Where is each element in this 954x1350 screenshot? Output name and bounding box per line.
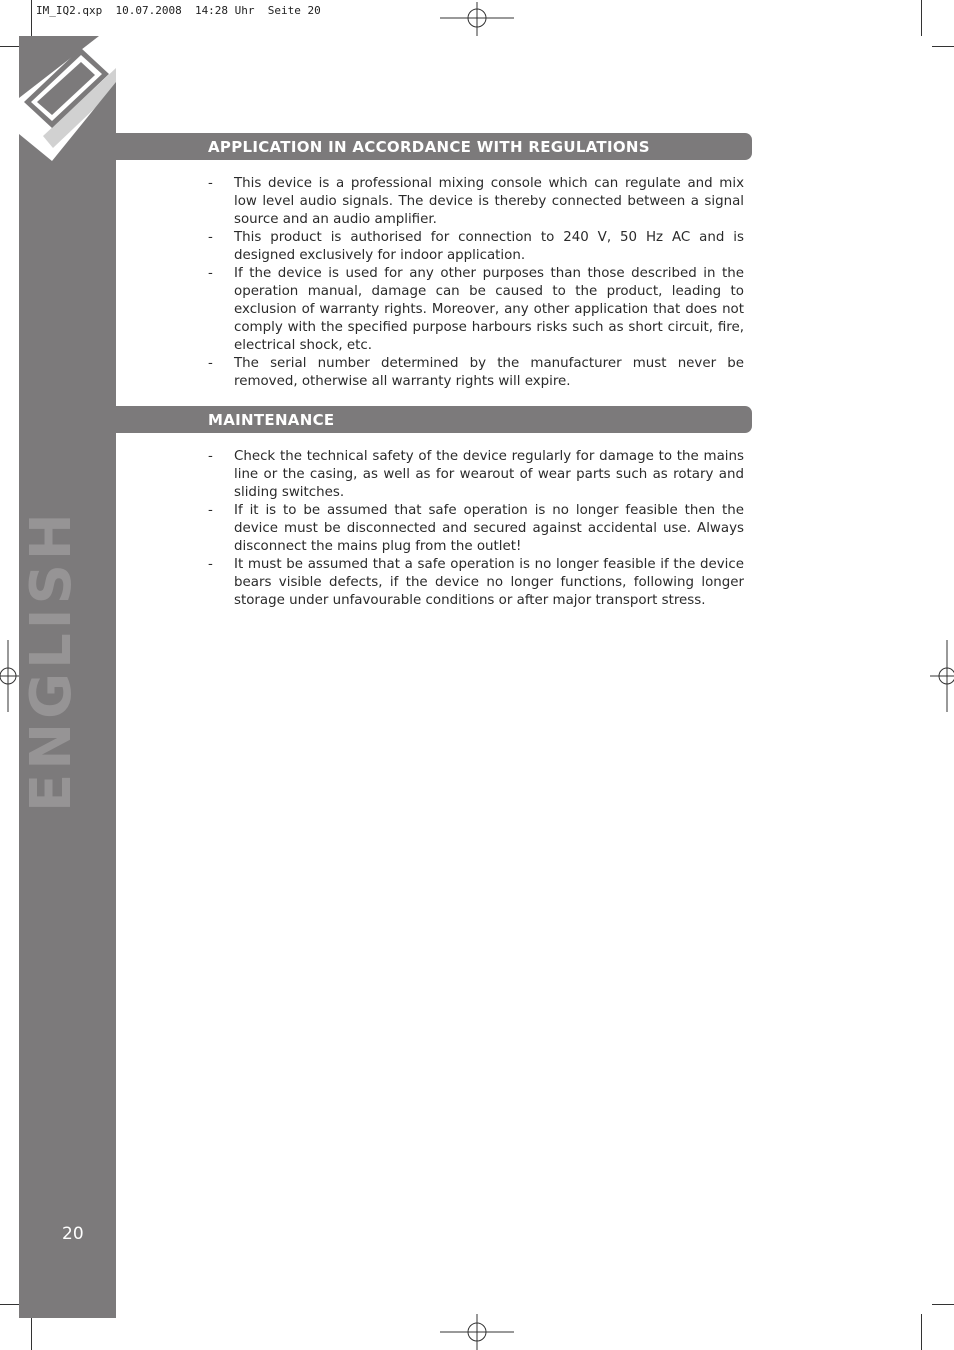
list-item-text: This device is a professional mixing console which can regulate and mix low level audio signals. The device is thereby connected between a signal source and an audio amplifier. — [234, 176, 744, 227]
list-item — [208, 556, 744, 610]
list-item — [208, 175, 744, 229]
bullet-dash: - — [208, 230, 213, 245]
bullet-list-application — [208, 175, 744, 391]
bullet-dash: - — [208, 503, 213, 518]
list-item-text: It must be assumed that a safe operation is no longer feasible if the device bears visible defects, if the device no longer functions, following longer storage under unfavourable conditions or after major transport stress. — [234, 557, 744, 608]
crop-mark-top-left-v — [31, 0, 32, 36]
list-item-text: If the device is used for any other purposes than those described in the operation manual, damage can be caused to the product, leading to exclusion of warranty rights. Moreover, any other application that does not comply with the specified purpose harbours risks such as short circuit, fire, electrical shock, etc. — [234, 266, 744, 353]
crop-mark-bottom-left-v — [31, 1314, 32, 1350]
bullet-dash: - — [208, 176, 213, 191]
registration-mark-top-icon — [440, 2, 514, 36]
crop-mark-bottom-right-h — [932, 1304, 954, 1305]
list-item-text: The serial number determined by the manufacturer must never be removed, otherwise all warranty rights will expire. — [234, 356, 744, 389]
brand-logo-icon — [19, 36, 116, 161]
list-item — [208, 265, 744, 355]
crop-mark-top-right-h — [932, 46, 954, 47]
crop-mark-bottom-right-v — [921, 1314, 922, 1350]
print-slug: IM_IQ2.qxp 10.07.2008 14:28 Uhr Seite 20 — [36, 4, 321, 17]
list-item — [208, 229, 744, 265]
list-item — [208, 355, 744, 391]
section-title: APPLICATION IN ACCORDANCE WITH REGULATIONS — [208, 138, 650, 156]
registration-mark-right-icon — [930, 640, 954, 712]
list-item — [208, 502, 744, 556]
bullet-list-maintenance — [208, 448, 744, 610]
bullet-dash: - — [208, 449, 213, 464]
bullet-dash: - — [208, 557, 213, 572]
registration-mark-bottom-icon — [440, 1314, 514, 1350]
crop-mark-top-right-v — [921, 0, 922, 36]
section-header-application — [116, 133, 752, 160]
bullet-dash: - — [208, 266, 213, 281]
bullet-dash: - — [208, 356, 213, 371]
list-item-text: If it is to be assumed that safe operation is no longer feasible then the device must be disconnected and secured against accidental use. Always disconnect the mains plug from the outlet! — [234, 503, 744, 554]
page-number: 20 — [62, 1224, 84, 1244]
list-item — [208, 448, 744, 502]
list-item-text: This product is authorised for connection to 240 V, 50 Hz AC and is designed exclusively for indoor application. — [234, 230, 744, 263]
section-header-maintenance — [116, 406, 752, 433]
language-label: ENGLISH — [19, 509, 84, 812]
section-title: MAINTENANCE — [208, 411, 335, 429]
list-item-text: Check the technical safety of the device regularly for damage to the mains line or the casing, as well as for wearout of wear parts such as rotary and sliding switches. — [234, 449, 744, 500]
